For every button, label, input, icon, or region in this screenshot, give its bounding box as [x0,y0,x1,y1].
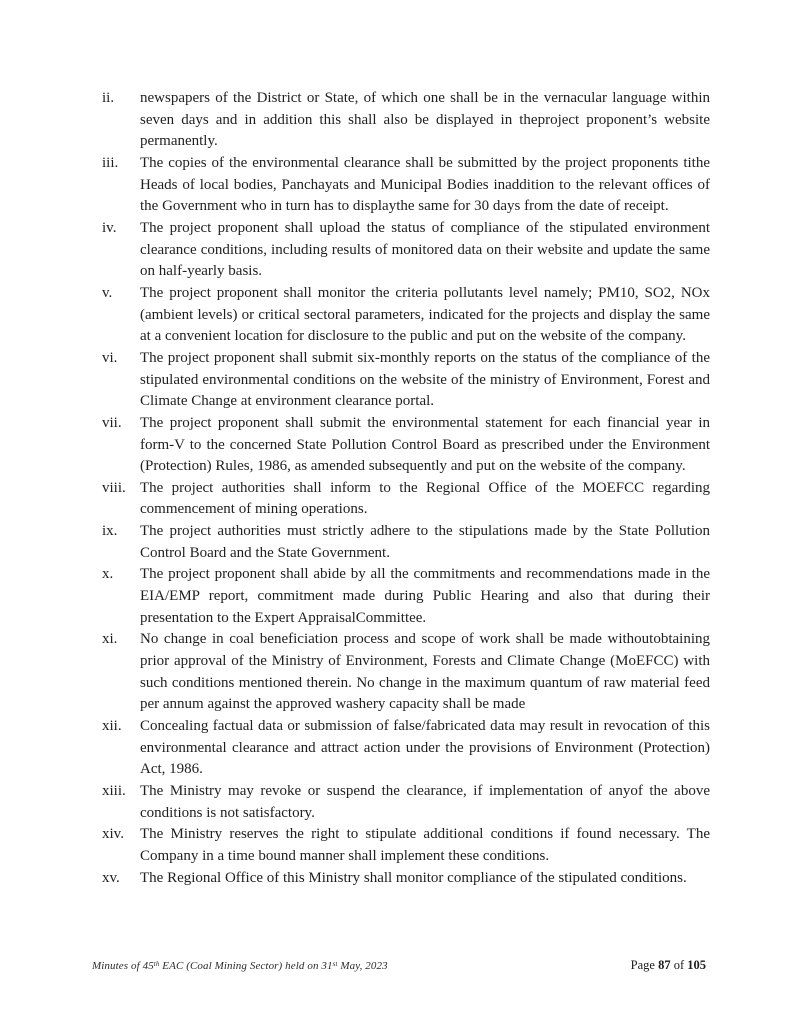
list-item [102,781,710,824]
list-item-text: The project proponent shall upload the status of compliance of the stipulated environment clearance conditions, including results of monitored data on their website and update the same on half-yearly basis. [140,219,710,280]
list-item [102,564,710,629]
list-item [102,521,710,564]
list-item-text: Concealing factual data or submission of false/fabricated data may result in revocation of this environmental clearance and attract action under the provisions of Environment (Protection) Act, 1986. [140,718,710,778]
list-item-number: xv. [102,869,120,886]
list-item-number: xiii. [102,783,126,799]
list-item-text: newspapers of the District or State, of which one shall be in the vernacular language within seven days and in addition this shall also be displayed in theproject proponent’s website permanently. [140,90,710,150]
list-item-text: No change in coal beneficiation process and scope of work shall be made withoutobtaining prior approval of the Ministry of Environment, Forests and Climate Change (MoEFCC) with such conditions mentioned therein. No change in the maximum quantum of raw material feed per annum against the approved washery capacity shall be made [140,631,710,713]
list-item-number: xii. [102,718,122,735]
list-item-text: The Ministry may revoke or suspend the clearance, if implementation of anyof the above conditions is not satisfactory. [140,783,710,821]
list-item-text: The project proponent shall monitor the criteria pollutants level namely; PM10, SO2, NOx (ambient levels) or critical sectoral parameters, indicated for the projects and display the same at a convenient location for disclosure to the public and put on the website of the company. [140,284,710,345]
of-label: of [670,958,688,972]
list-item-text: The Regional Office of this Ministry shall monitor compliance of the stipulated conditions. [140,869,687,886]
list-item-text: The Ministry reserves the right to stipulate additional conditions if found necessary. The Company in a time bound manner shall implement these conditions. [140,826,710,864]
page-footer [92,958,706,973]
citation-text-part: EAC (Coal Mining Sector) held on 31 [159,960,333,972]
list-item-text: The project authorities must strictly adhere to the stipulations made by the State Pollution Control Board and the State Government. [140,523,710,561]
list-item [102,716,710,781]
list-item-text: The project proponent shall abide by all the commitments and recommendations made in the EIA/EMP report, commitment made during Public Hearing and also that during their presentation to the Expert AppraisalCommittee. [140,566,710,626]
list-item-number: ix. [102,523,118,540]
list-item [102,478,710,521]
list-item-number: ii. [102,90,115,106]
list-item-number: v. [102,284,113,301]
list-item-text: The project proponent shall submit six-monthly reports on the status of the compliance of the stipulated environmental conditions on the website of the ministry of Environment, Forest and Climate Change at environment clearance portal. [140,349,710,410]
list-item-text: The project proponent shall submit the environmental statement for each financial year in form-V to the concerned State Pollution Control Board as prescribed under the Environment (Protection) Rules, 1986, as amended subsequently and put on the website of the company. [140,414,710,475]
list-item-number: viii. [102,479,126,496]
citation-text-part: May, 2023 [337,960,388,972]
footer-page-number [631,958,706,973]
list-item-number: iv. [102,219,117,236]
list-item-number: x. [102,566,114,583]
conditions-list [102,88,710,889]
list-item-number: xiv. [102,826,124,843]
list-item [102,868,710,890]
list-item [102,629,710,716]
list-item [102,824,710,867]
citation-superscript: st [332,959,338,968]
total-pages-value: 105 [687,958,706,972]
list-item-number: vi. [102,349,118,366]
page-label: Page [630,958,659,972]
list-item [102,88,710,153]
page-number-value: 87 [658,958,671,972]
citation-superscript: th [153,959,160,968]
list-item [102,413,710,478]
list-item-number: vii. [102,414,122,431]
list-item [102,218,710,283]
list-item [102,348,710,413]
list-item [102,153,710,218]
list-item [102,283,710,348]
list-item-number: xi. [102,631,118,648]
citation-text-part: Minutes of 45 [92,960,154,972]
list-item-text: The project authorities shall inform to the Regional Office of the MOEFCC regarding commencement of mining operations. [140,479,710,518]
list-item-number: iii. [102,154,119,171]
footer-citation [92,960,388,972]
list-item-text: The copies of the environmental clearance shall be submitted by the project proponents tithe Heads of local bodies, Panchayats and Municipal Bodies inaddition to the relevant offices of the Government who in turn has to displaythe same for 30 days from the date of receipt. [140,154,710,215]
